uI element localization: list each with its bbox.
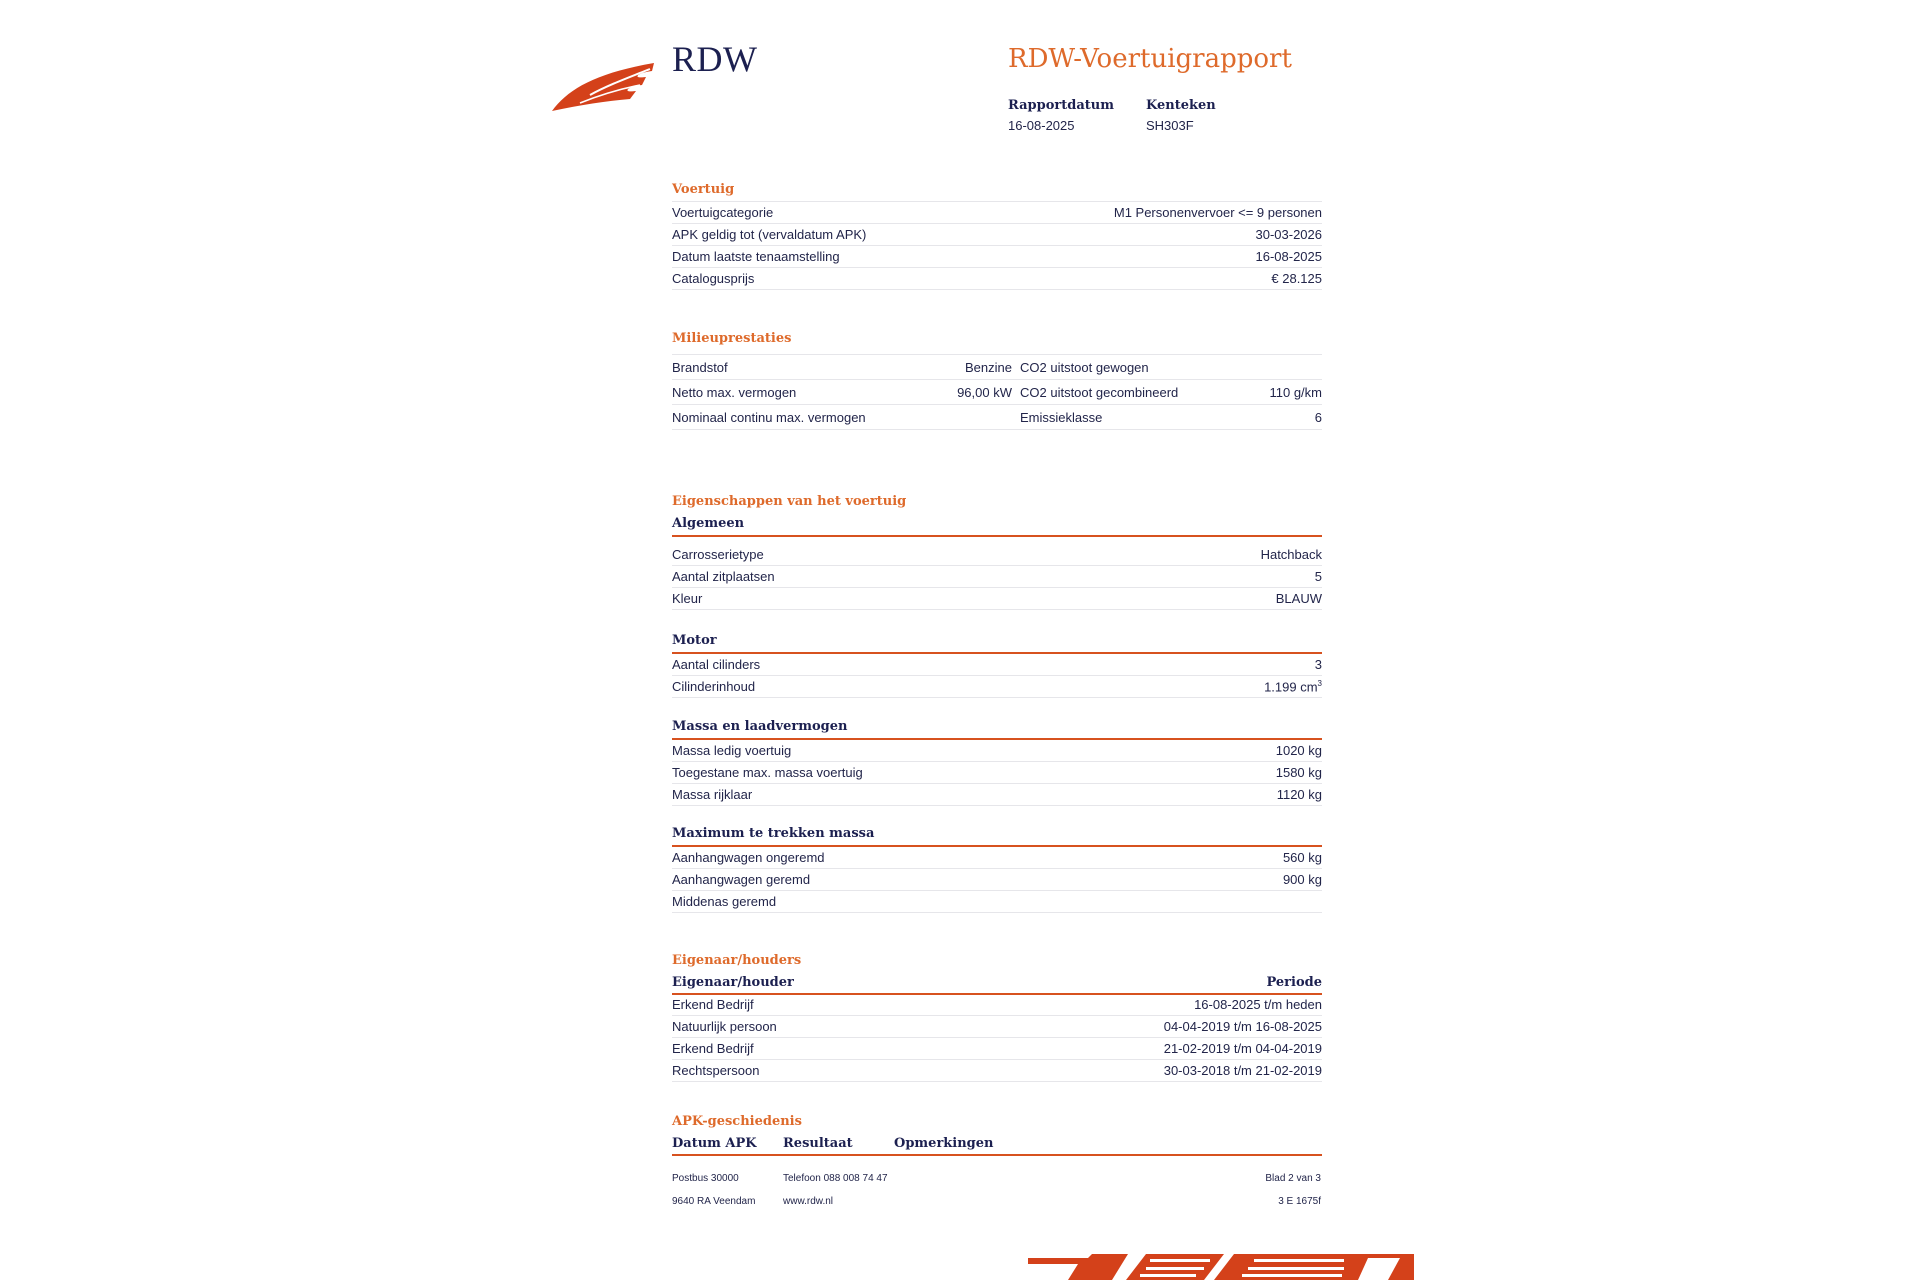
- milieu-table: [672, 354, 1322, 430]
- column-header-opmerkingen: Opmerkingen: [894, 1136, 994, 1151]
- column-header-resultaat: Resultaat: [783, 1136, 853, 1151]
- row-value: BLAUW: [1275, 591, 1322, 606]
- table-row: [672, 224, 1322, 246]
- row-label: Aantal cilinders: [672, 657, 761, 672]
- table-row: [672, 544, 1322, 566]
- brand-name: RDW: [672, 39, 758, 79]
- row-value: 21-02-2019 t/m 04-04-2019: [1163, 1041, 1322, 1056]
- rdw-wing-logo: [550, 55, 660, 113]
- table-row: [672, 566, 1322, 588]
- motor-table: [672, 654, 1322, 698]
- row-label: Aantal zitplaatsen: [672, 569, 775, 584]
- row-label: Netto max. vermogen: [672, 384, 797, 400]
- row-label: Brandstof: [672, 359, 728, 375]
- kenteken-value: SH303F: [1146, 118, 1194, 133]
- row-label: Massa rijklaar: [672, 787, 753, 802]
- table-row: [672, 762, 1322, 784]
- row-value: € 28.125: [1271, 271, 1322, 286]
- kenteken-label: Kenteken: [1146, 98, 1216, 113]
- table-row: [672, 847, 1322, 869]
- table-row: [672, 202, 1322, 224]
- section-divider: [672, 1154, 1322, 1156]
- table-row: [672, 994, 1322, 1016]
- table-row: [672, 784, 1322, 806]
- footer-document-code: 3 E 1675f: [1278, 1196, 1321, 1207]
- row-value: 96,00 kW: [957, 384, 1012, 400]
- row-label: CO2 uitstoot gewogen: [1020, 359, 1149, 375]
- apk-header: [672, 1136, 994, 1151]
- rdw-stripes-decoration: [1028, 1246, 1414, 1280]
- row-label: Natuurlijk persoon: [672, 1019, 777, 1034]
- row-value: [1264, 679, 1322, 694]
- subsection-algemeen-title: Algemeen: [672, 516, 745, 531]
- row-label: Emissieklasse: [1020, 409, 1103, 425]
- table-row: [672, 355, 1322, 380]
- row-label: Cilinderinhoud: [672, 679, 756, 694]
- row-label: Catalogusprijs: [672, 271, 755, 286]
- row-label: Carrosserietype: [672, 547, 764, 562]
- column-header-periode: Periode: [1266, 975, 1322, 990]
- row-value: 16-08-2025 t/m heden: [1194, 997, 1322, 1012]
- row-label: Datum laatste tenaamstelling: [672, 249, 840, 264]
- row-label: Rechtspersoon: [672, 1063, 760, 1078]
- section-voertuig-title: Voertuig: [672, 182, 735, 197]
- row-value: 5: [1314, 569, 1322, 584]
- unit-superscript: 3: [1317, 678, 1322, 688]
- section-apk-title: APK-geschiedenis: [672, 1114, 802, 1129]
- row-value: M1 Personenvervoer <= 9 personen: [1113, 205, 1322, 220]
- table-row: [672, 654, 1322, 676]
- voertuig-table: [672, 201, 1322, 290]
- footer-postbus: Postbus 30000: [672, 1173, 739, 1184]
- row-value: Benzine: [965, 359, 1012, 375]
- row-value: 04-04-2019 t/m 16-08-2025: [1163, 1019, 1322, 1034]
- row-value: 1580 kg: [1275, 765, 1322, 780]
- row-value: 3: [1314, 657, 1322, 672]
- row-value: 16-08-2025: [1255, 249, 1322, 264]
- row-label: Kleur: [672, 591, 703, 606]
- section-divider: [672, 535, 1322, 537]
- row-value: 6: [1314, 409, 1322, 425]
- row-value: 30-03-2018 t/m 21-02-2019: [1163, 1063, 1322, 1078]
- subsection-massa-title: Massa en laadvermogen: [672, 719, 848, 734]
- section-milieu-title: Milieuprestaties: [672, 331, 792, 346]
- row-label: Nominaal continu max. vermogen: [672, 409, 866, 425]
- table-row: [672, 380, 1322, 405]
- footer-page-number: Blad 2 van 3: [1265, 1173, 1321, 1184]
- row-value: Hatchback: [1260, 547, 1322, 562]
- subsection-trekken-title: Maximum te trekken massa: [672, 826, 875, 841]
- row-value: 30-03-2026: [1255, 227, 1322, 242]
- table-row: [672, 405, 1322, 430]
- footer-website[interactable]: www.rdw.nl: [783, 1196, 834, 1207]
- eigenaar-table: [672, 994, 1322, 1082]
- row-label: Aanhangwagen ongeremd: [672, 850, 825, 865]
- table-row: [672, 588, 1322, 610]
- table-row: [672, 268, 1322, 290]
- rapportdatum-value: 16-08-2025: [1008, 118, 1075, 133]
- algemeen-table: [672, 544, 1322, 610]
- section-eigenaar-title: Eigenaar/houders: [672, 953, 802, 968]
- table-row: [672, 1060, 1322, 1082]
- row-label: Erkend Bedrijf: [672, 1041, 754, 1056]
- table-row: [672, 1038, 1322, 1060]
- row-label: Aanhangwagen geremd: [672, 872, 811, 887]
- table-row: [672, 1016, 1322, 1038]
- row-value: 560 kg: [1282, 850, 1322, 865]
- row-value: 1120 kg: [1276, 787, 1322, 802]
- rapportdatum-label: Rapportdatum: [1008, 98, 1114, 113]
- row-label: Massa ledig voertuig: [672, 743, 792, 758]
- cilinderinhoud-value: 1.199 cm: [1264, 679, 1318, 695]
- row-label: Voertuigcategorie: [672, 205, 774, 220]
- trekken-table: [672, 847, 1322, 913]
- table-row: [672, 891, 1322, 913]
- row-value: 900 kg: [1282, 872, 1322, 887]
- eigenaar-header: [672, 975, 1322, 990]
- table-row: [672, 676, 1322, 698]
- column-header-eigenaar: Eigenaar/houder: [672, 975, 794, 990]
- footer-plaats: 9640 RA Veendam: [672, 1196, 756, 1207]
- section-eigenschappen-title: Eigenschappen van het voertuig: [672, 494, 907, 509]
- table-row: [672, 740, 1322, 762]
- row-label: APK geldig tot (vervaldatum APK): [672, 227, 867, 242]
- table-row: [672, 869, 1322, 891]
- row-label: CO2 uitstoot gecombineerd: [1020, 384, 1179, 400]
- table-row: [672, 246, 1322, 268]
- row-value: 1020 kg: [1275, 743, 1322, 758]
- row-label: Erkend Bedrijf: [672, 997, 754, 1012]
- row-label: Toegestane max. massa voertuig: [672, 765, 863, 780]
- column-header-datum-apk: Datum APK: [672, 1136, 757, 1151]
- massa-table: [672, 740, 1322, 806]
- row-label: Middenas geremd: [672, 894, 777, 909]
- subsection-motor-title: Motor: [672, 633, 717, 648]
- footer-telefoon: Telefoon 088 008 74 47: [783, 1173, 888, 1184]
- report-title: RDW-Voertuigrapport: [1008, 44, 1292, 74]
- row-value: 110 g/km: [1269, 384, 1322, 400]
